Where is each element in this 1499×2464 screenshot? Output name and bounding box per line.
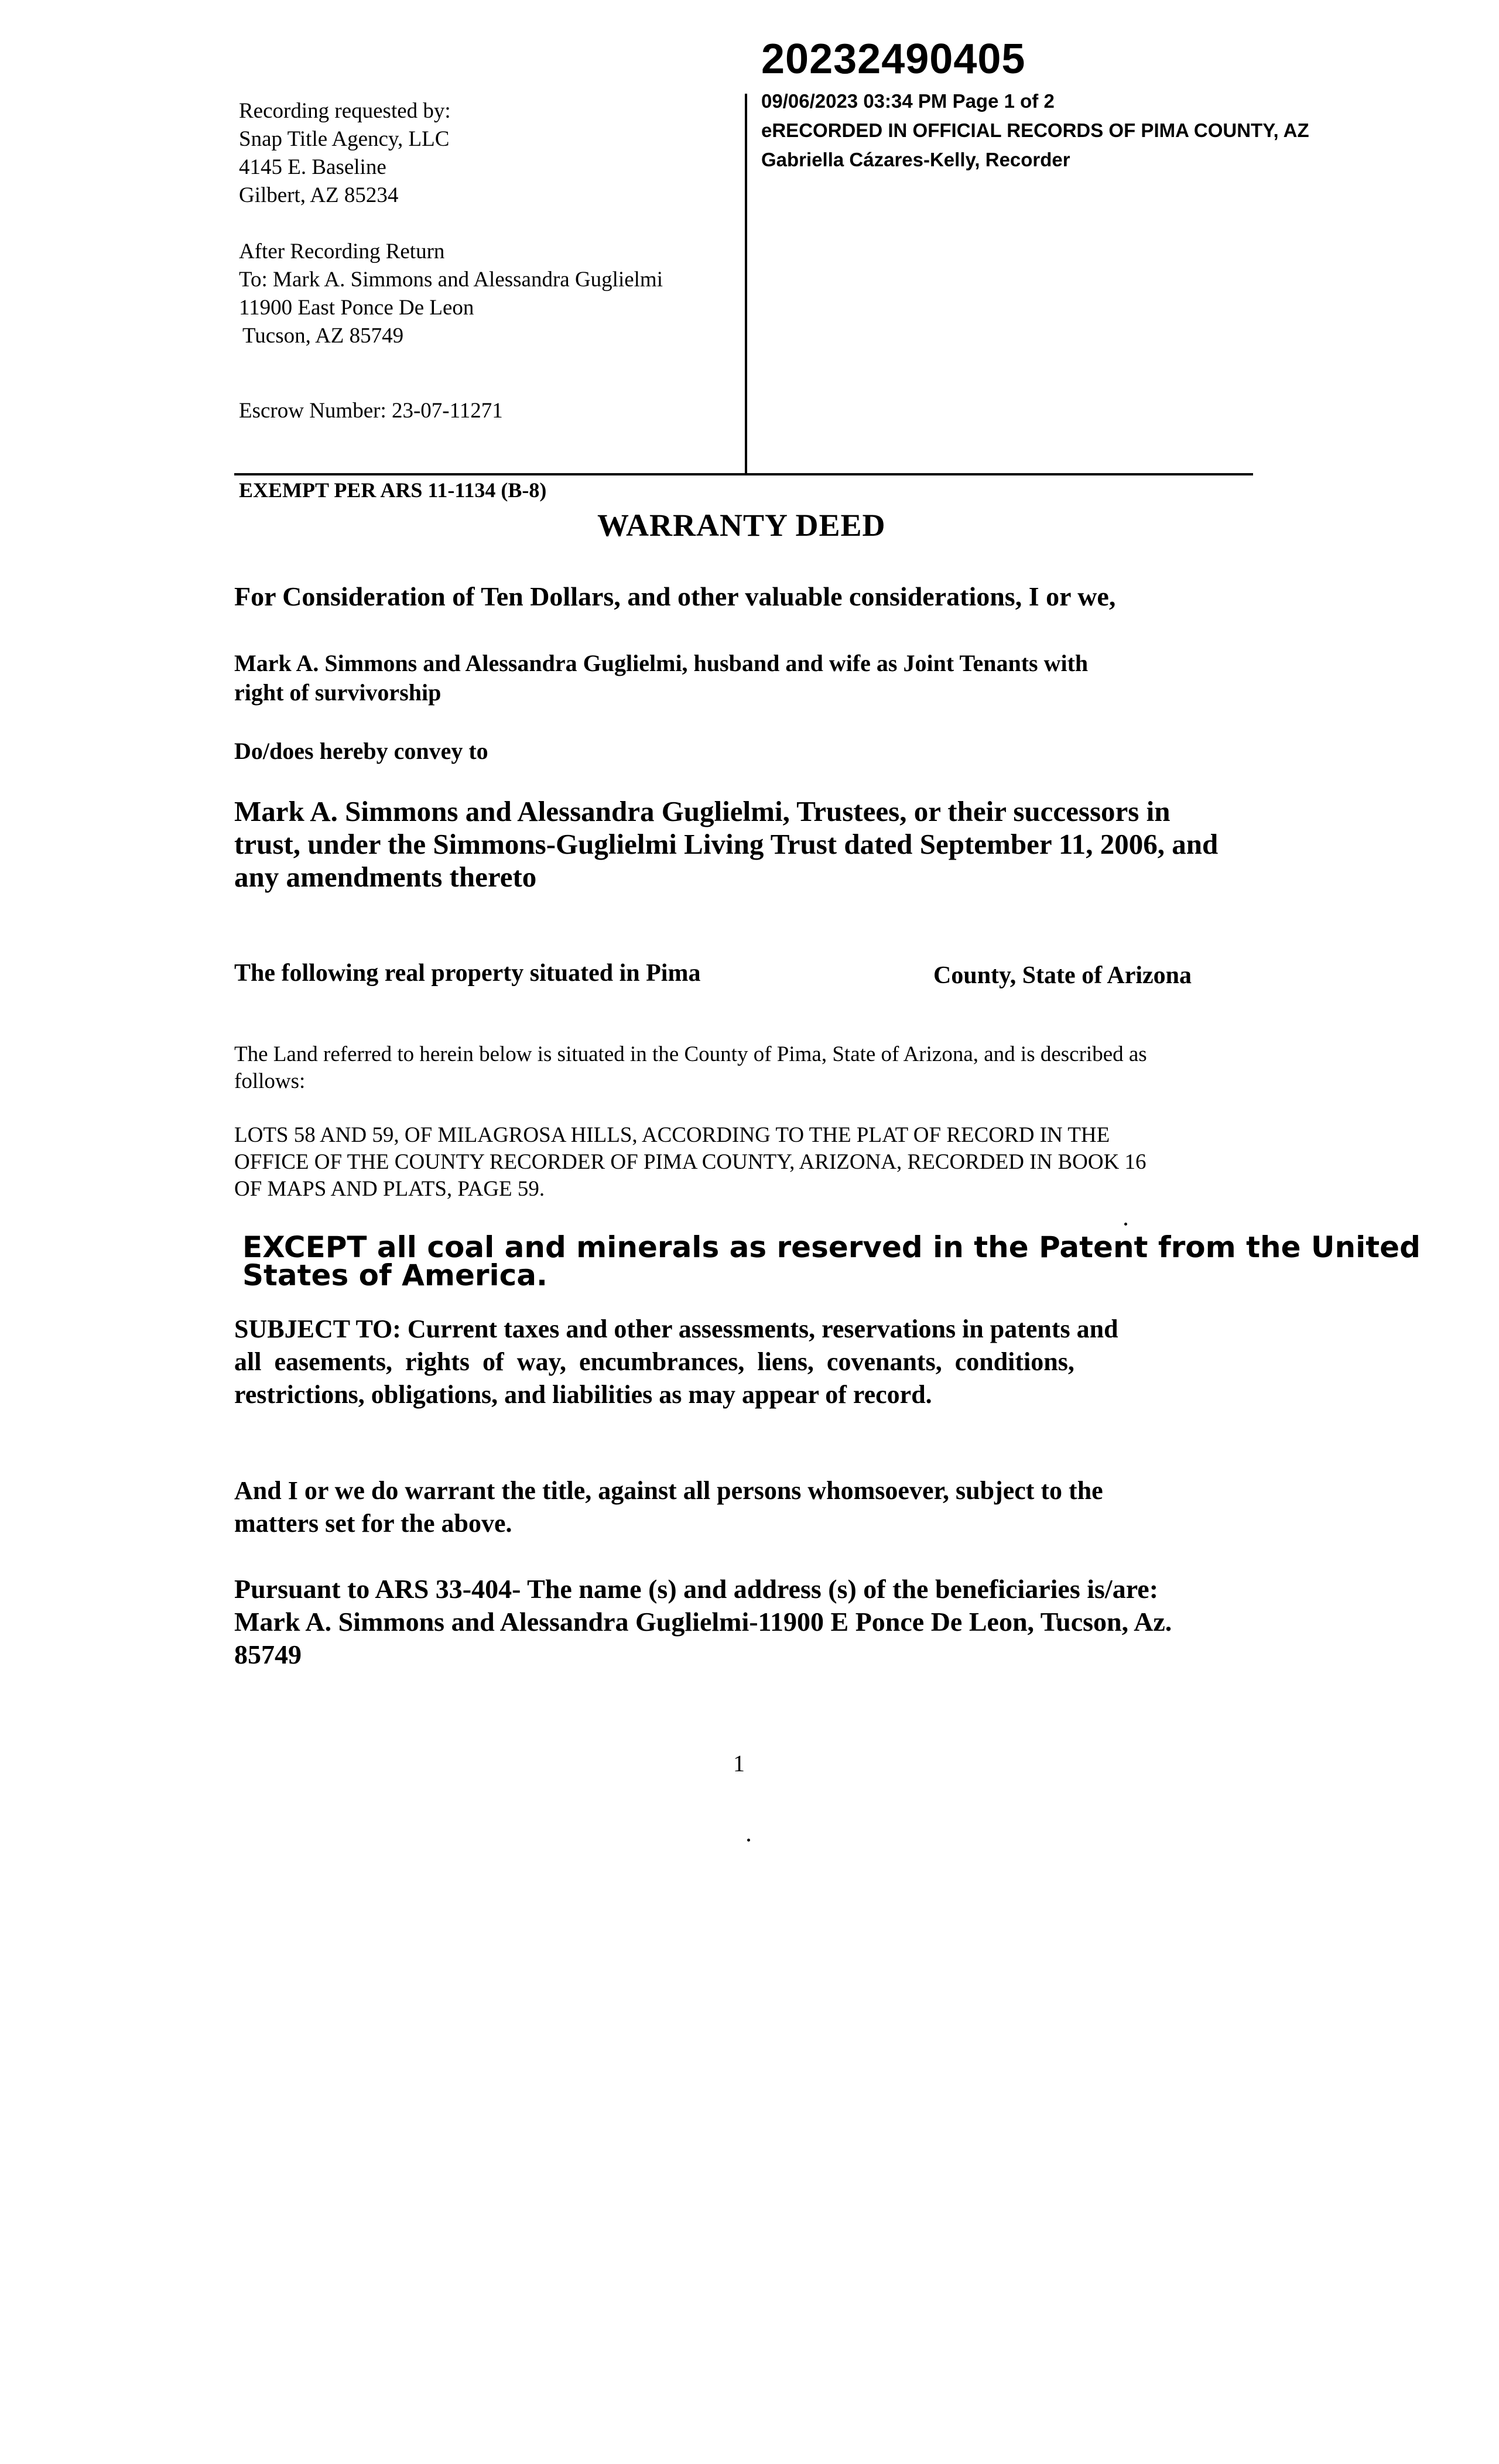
grantee-line2: trust, under the Simmons-Guglielmi Living Trust dated September 11, 2006, and: [234, 828, 1219, 860]
property-situated-left: The following real property situated in Pima: [234, 960, 701, 987]
warrant-line2: matters set for the above.: [234, 1509, 512, 1538]
legal-description-line2: OFFICE OF THE COUNTY RECORDER OF PIMA COUNTY, ARIZONA, RECORDED IN BOOK 16: [234, 1150, 1147, 1174]
recording-number: 20232490405: [761, 36, 1026, 83]
beneficiaries-clause: [234, 1573, 1172, 1671]
recording-company: Snap Title Agency, LLC: [239, 127, 450, 151]
exempt-notice: EXEMPT PER ARS 11-1134 (B-8): [239, 478, 547, 502]
warrant-clause: [234, 1474, 1103, 1540]
grantee-block: [234, 795, 1218, 894]
return-to-block: [239, 238, 663, 350]
legal-description-line3: OF MAPS AND PLATS, PAGE 59.: [234, 1177, 545, 1201]
stamp-vertical-rule: [745, 94, 747, 474]
except-line2: States of America.: [242, 1258, 548, 1292]
grantor-block: [234, 649, 1088, 707]
stamp-horizontal-rule: [234, 473, 1253, 475]
document-title: WARRANTY DEED: [597, 508, 886, 543]
beneficiaries-line3: 85749: [234, 1640, 302, 1669]
except-line1: EXCEPT all coal and minerals as reserved in the Patent from the United: [242, 1230, 1421, 1264]
recording-address-line2: Gilbert, AZ 85234: [239, 183, 399, 207]
warrant-line1: And I or we do warrant the title, against all persons whomsoever, subject to the: [234, 1476, 1103, 1505]
return-address-line2: Tucson, AZ 85749: [242, 324, 404, 348]
subject-to-clause: [234, 1313, 1118, 1411]
recording-office: eRECORDED IN OFFICIAL RECORDS OF PIMA COUNTY, AZ: [761, 119, 1309, 141]
return-label: After Recording Return: [239, 239, 445, 263]
subject-to-line1: SUBJECT TO: Current taxes and other assessments, reservations in patents and: [234, 1315, 1118, 1343]
grantor-line2: right of survivorship: [234, 679, 442, 706]
beneficiaries-line1: Pursuant to ARS 33-404- The name (s) and address (s) of the beneficiaries is/are:: [234, 1574, 1159, 1604]
recording-requested-label: Recording requested by:: [239, 99, 451, 123]
legal-description-line1: LOTS 58 AND 59, OF MILAGROSA HILLS, ACCORDING TO THE PLAT OF RECORD IN THE: [234, 1123, 1110, 1147]
land-intro-line1: The Land referred to herein below is situated in the County of Pima, State of Arizona, and is described as: [234, 1042, 1147, 1066]
scan-speck: [747, 1839, 750, 1842]
land-intro-line2: follows:: [234, 1069, 306, 1093]
recording-datetime: 09/06/2023 03:34 PM Page 1 of 2: [761, 90, 1055, 112]
except-clause: [242, 1230, 1421, 1292]
return-address-line1: 11900 East Ponce De Leon: [239, 296, 474, 320]
consideration-text: For Consideration of Ten Dollars, and other valuable considerations, I or we,: [234, 581, 1116, 611]
grantor-line1: Mark A. Simmons and Alessandra Guglielmi, husband and wife as Joint Tenants with: [234, 650, 1089, 676]
grantee-line3: any amendments thereto: [234, 861, 537, 893]
property-situated-right: County, State of Arizona: [933, 962, 1192, 989]
land-intro: [234, 1041, 1147, 1095]
recording-requested-block: [239, 97, 451, 210]
subject-to-line2: all easements, rights of way, encumbrances, liens, covenants, conditions,: [234, 1347, 1074, 1376]
recorder-name: Gabriella Cázares-Kelly, Recorder: [761, 149, 1070, 170]
escrow-number: Escrow Number: 23-07-11271: [239, 399, 503, 423]
legal-description: [234, 1122, 1147, 1203]
beneficiaries-line2: Mark A. Simmons and Alessandra Guglielmi-11900 E Ponce De Leon, Tucson, Az.: [234, 1607, 1172, 1637]
return-name: To: Mark A. Simmons and Alessandra Guglielmi: [239, 268, 663, 292]
grantee-line1: Mark A. Simmons and Alessandra Guglielmi, Trustees, or their successors in: [234, 795, 1171, 827]
subject-to-line3: restrictions, obligations, and liabilities as may appear of record.: [234, 1380, 932, 1409]
scan-speck: [1124, 1223, 1127, 1226]
recording-address-line1: 4145 E. Baseline: [239, 155, 386, 179]
convey-text: Do/does hereby convey to: [234, 738, 488, 764]
page-number: 1: [733, 1750, 745, 1777]
